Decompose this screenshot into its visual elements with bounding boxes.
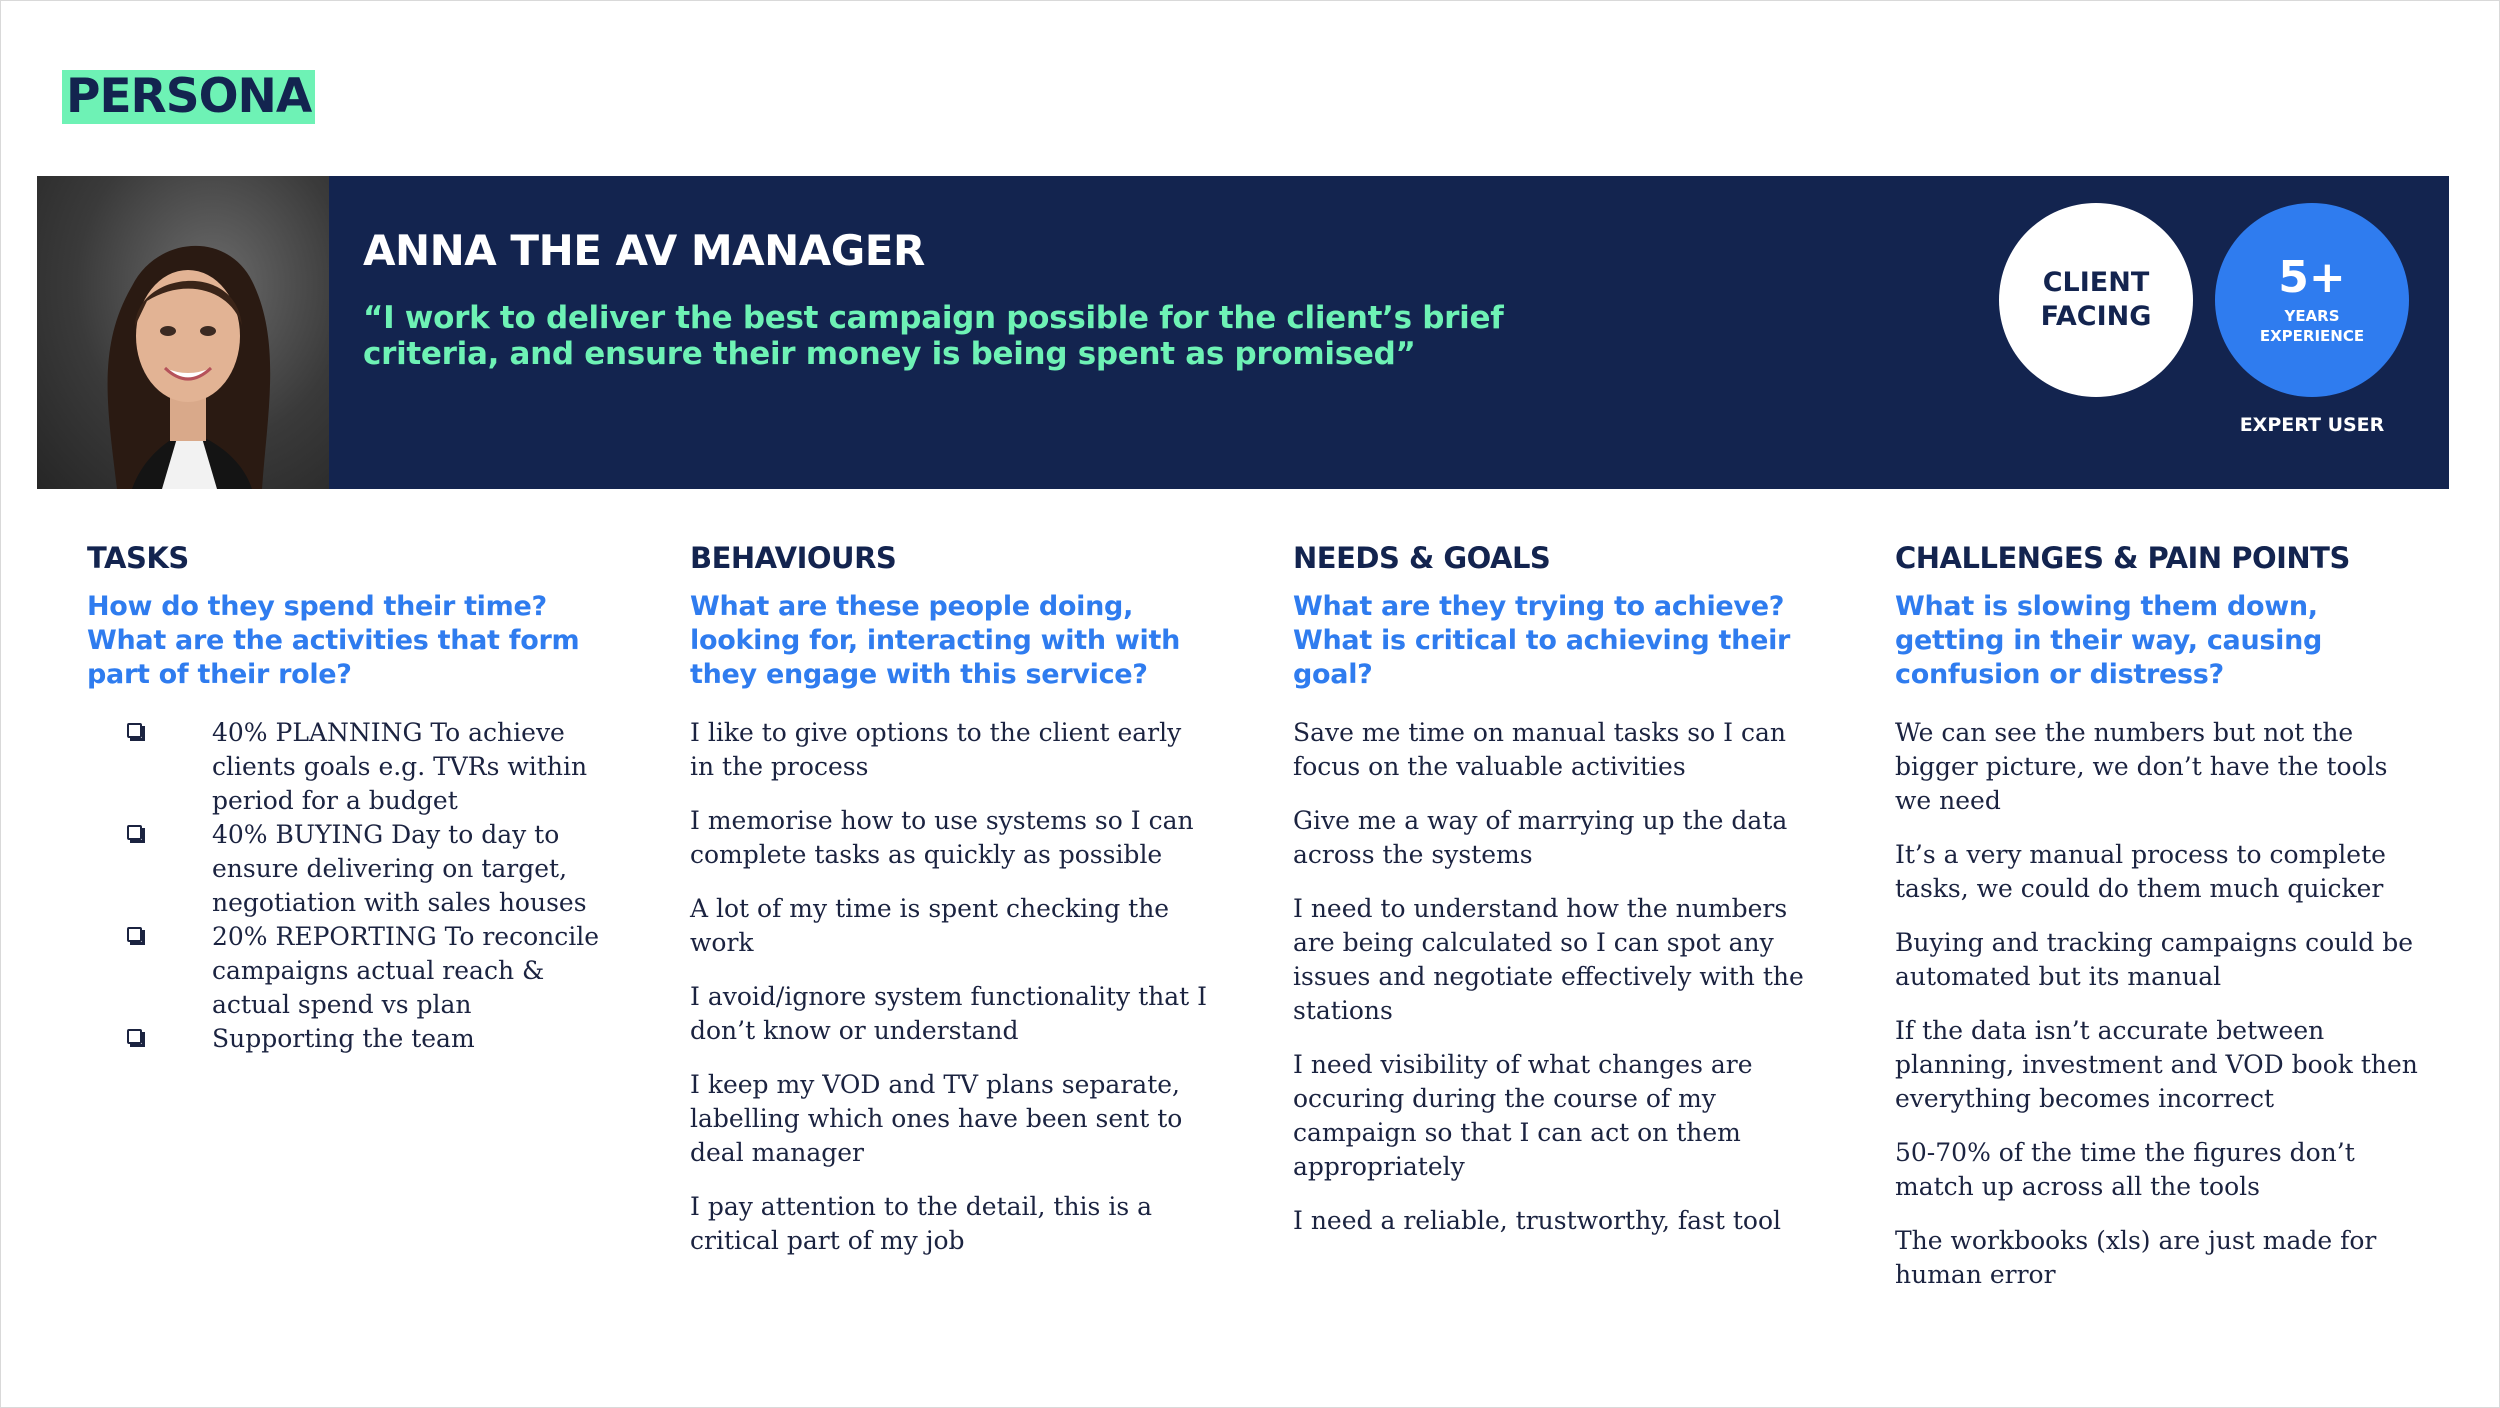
behaviours-subheading: What are these people doing, looking for, interacting with with they engage with this service? <box>690 591 1181 690</box>
behaviours-heading: BEHAVIOURS <box>690 541 897 575</box>
experience-value: 5+ <box>2278 252 2346 303</box>
challenges-subheading: What is slowing them down, getting in their way, causing confusion or distress? <box>1895 591 2323 690</box>
checkbox-icon <box>127 927 142 942</box>
task-text: 20% REPORTING To reconcile campaigns actual reach & actual spend vs plan <box>212 922 600 1019</box>
checkbox-icon <box>127 1029 142 1044</box>
need-item: I need to understand how the numbers are being calculated so I can spot any issues and negotiate effectively with the stations <box>1293 894 1804 1025</box>
challenge-item: 50-70% of the time the figures don’t match up across all the tools <box>1895 1138 2355 1201</box>
persona-quote: “I work to deliver the best campaign possible for the client’s brief criteria, and ensure their money is being spent as promised” <box>363 300 1504 372</box>
tasks-heading: TASKS <box>87 541 189 575</box>
challenge-item: If the data isn’t accurate between planning, investment and VOD book then everything becomes incorrect <box>1895 1016 2418 1113</box>
challenges-column <box>1895 540 2425 1312</box>
task-item <box>87 920 607 1022</box>
challenge-item: The workbooks (xls) are just made for human error <box>1895 1226 2377 1289</box>
behaviour-item: A lot of my time is spent checking the work <box>690 894 1170 957</box>
persona-title: PERSONA <box>62 70 315 124</box>
tasks-list <box>87 716 607 1056</box>
experience-line1: YEARS <box>2284 307 2340 325</box>
behaviour-item: I keep my VOD and TV plans separate, labelling which ones have been sent to deal manager <box>690 1070 1183 1167</box>
client-facing-line1: CLIENT <box>2042 267 2150 298</box>
challenge-item: We can see the numbers but not the bigger picture, we don’t have the tools we need <box>1895 718 2388 815</box>
need-item: Save me time on manual tasks so I can focus on the valuable activities <box>1293 718 1786 781</box>
needs-subheading: What are they trying to achieve? What is critical to achieving their goal? <box>1293 591 1791 690</box>
client-facing-line2: FACING <box>2040 301 2152 332</box>
behaviour-item: I like to give options to the client early in the process <box>690 718 1182 781</box>
behaviour-item: I avoid/ignore system functionality that I don’t know or understand <box>690 982 1208 1045</box>
needs-list <box>1293 716 1813 1238</box>
task-item <box>87 1022 607 1056</box>
expert-user-label: EXPERT USER <box>2239 414 2385 436</box>
task-item <box>87 818 607 920</box>
persona-photo <box>37 176 329 489</box>
checkbox-icon <box>127 825 142 840</box>
checkbox-icon <box>127 723 142 738</box>
experience-badge <box>2215 203 2409 397</box>
task-text: 40% BUYING Day to day to ensure delivering on target, negotiation with sales houses <box>212 820 587 917</box>
need-item: I need a reliable, trustworthy, fast tool <box>1293 1206 1781 1235</box>
need-item: I need visibility of what changes are occuring during the course of my campaign so that I can act on them appropriately <box>1293 1050 1753 1181</box>
challenges-list <box>1895 716 2425 1292</box>
behaviour-item: I memorise how to use systems so I can complete tasks as quickly as possible <box>690 806 1194 869</box>
persona-banner <box>37 176 2449 489</box>
challenge-item: It’s a very manual process to complete tasks, we could do them much quicker <box>1895 840 2386 903</box>
task-item <box>87 716 607 818</box>
needs-goals-column <box>1293 540 1813 1258</box>
task-text: 40% PLANNING To achieve clients goals e.g. TVRs within period for a budget <box>212 718 588 815</box>
behaviours-list <box>690 716 1210 1258</box>
challenges-heading: CHALLENGES & PAIN POINTS <box>1895 541 2350 575</box>
client-facing-badge <box>1999 203 2193 397</box>
portrait-illustration <box>37 176 329 489</box>
challenge-item: Buying and tracking campaigns could be automated but its manual <box>1895 928 2413 991</box>
tasks-column <box>87 540 607 1056</box>
tasks-subheading: How do they spend their time? What are the activities that form part of their role? <box>87 591 580 690</box>
persona-name: ANNA THE AV MANAGER <box>363 226 925 275</box>
needs-heading: NEEDS & GOALS <box>1293 541 1551 575</box>
experience-line2: EXPERIENCE <box>2259 327 2365 345</box>
behaviours-column <box>690 540 1210 1278</box>
behaviour-item: I pay attention to the detail, this is a critical part of my job <box>690 1192 1152 1255</box>
need-item: Give me a way of marrying up the data across the systems <box>1293 806 1788 869</box>
task-text: Supporting the team <box>212 1024 475 1053</box>
